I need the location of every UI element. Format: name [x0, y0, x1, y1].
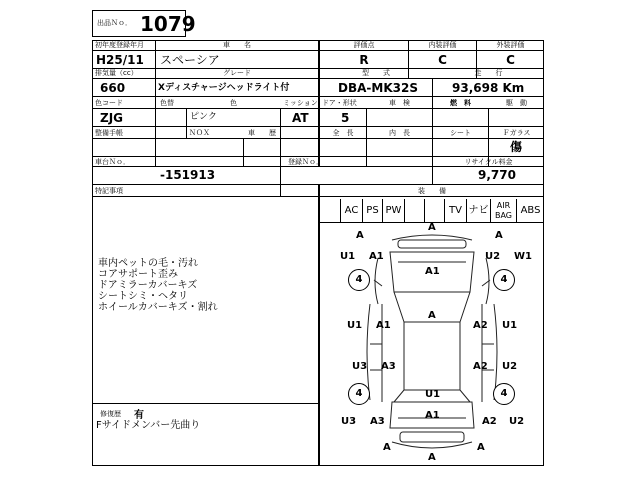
year-value: H25/11: [96, 53, 144, 67]
score-value: R: [359, 53, 369, 67]
chassis-label: 車台Ｎｏ．: [95, 158, 130, 166]
exterior-value: C: [506, 53, 515, 67]
damage-rear-u2: U2: [509, 416, 525, 427]
mileage-value: 93,698 Km: [452, 81, 525, 95]
displacement-value: 660: [100, 81, 126, 95]
lot-number: 1079: [140, 12, 196, 36]
damage-right-fender-u: U2: [485, 251, 501, 262]
equipment-item: AC: [340, 199, 362, 222]
mission-value: AT: [292, 111, 309, 125]
damage-roof: A: [428, 310, 436, 321]
recycle-label: リサイクル料金: [464, 158, 513, 166]
damage-front-right: A: [495, 230, 503, 241]
damage-left-fender-a: A1: [369, 251, 384, 262]
remark-line: ホイールカバーキズ・割れ: [98, 302, 218, 313]
interior-value: C: [438, 53, 447, 67]
damage-left-rear-a: A3: [381, 361, 396, 372]
damage-rear-a1: A1: [425, 410, 440, 421]
inner-length-label: 内 長: [389, 129, 410, 137]
remarks-label: 特記事項: [95, 187, 123, 195]
glass-value: 傷: [510, 140, 523, 154]
recycle-value: 9,770: [478, 168, 516, 182]
mileage-label: 走 行: [474, 69, 503, 77]
length-label: 全 長: [332, 129, 354, 137]
drive-label: 駆 動: [506, 99, 527, 107]
lot-label: 出品Ｎｏ．: [97, 19, 132, 27]
repair-value: 有: [134, 410, 144, 421]
equipment-item: TV: [444, 199, 466, 222]
nox-label: ＮＯＸ: [189, 129, 210, 137]
grade-value: Xディスチャージヘッドライト付: [158, 83, 290, 93]
damage-left-fender-u: U1: [340, 251, 356, 262]
damage-rear-left: A: [383, 442, 391, 453]
wheel-front-left: 4: [348, 269, 370, 291]
remark-line: コアサポート歪み: [98, 269, 178, 280]
damage-right-door-u: U1: [502, 320, 518, 331]
wheel-rear-left: 4: [348, 383, 370, 405]
damage-right-rear-a: A2: [473, 361, 488, 372]
seat-label: シート: [450, 129, 471, 137]
mission-label: ミッション: [283, 99, 318, 107]
grade-label: グレード: [223, 69, 251, 77]
exterior-label: 外装評価: [496, 41, 525, 49]
remark-line: ドアミラーカバーキズ: [98, 280, 198, 291]
damage-left-door-u: U1: [347, 320, 363, 331]
damage-left-door-a: A1: [376, 320, 391, 331]
repair-note: Fサイドメンバー先曲り: [96, 420, 201, 431]
damage-rear-a2: A2: [482, 416, 497, 427]
equipment-item: [404, 199, 424, 222]
damage-rear-u3: U3: [341, 416, 357, 427]
remark-line: シートシミ・ヘタリ: [98, 291, 188, 302]
year-label: 初年度登録年月: [95, 41, 144, 49]
damage-rear-bumper: A: [428, 452, 436, 463]
damage-rear-a3: A3: [370, 416, 385, 427]
equipment-item: PW: [382, 199, 404, 222]
color-label: 色: [230, 99, 237, 107]
damage-right-fender-w: W1: [514, 251, 532, 262]
registration-label: 登録Ｎｏ．: [288, 158, 323, 166]
equipment-item: AIR BAG: [490, 199, 516, 222]
equipment-item: ナビ: [466, 199, 490, 222]
damage-right-rear-u: U2: [502, 361, 518, 372]
color-value: ピンク: [190, 112, 217, 122]
chassis-value: -151913: [160, 168, 216, 182]
model-value: DBA-MK32S: [338, 81, 418, 95]
wheel-rear-right: 4: [493, 383, 515, 405]
fuel-label: 燃 料: [450, 99, 471, 107]
model-label: 型 式: [362, 69, 390, 77]
color-change-label: 色替: [160, 99, 174, 107]
displacement-label: 排気量（cc）: [95, 69, 138, 77]
wheel-front-right: 4: [493, 269, 515, 291]
car-name-value: スペーシア: [160, 53, 220, 67]
equipment-item: PS: [362, 199, 382, 222]
repair-label: 修復歴: [100, 410, 121, 418]
history-label: 車 歴: [248, 129, 276, 137]
remark-line: 車内ペットの毛・汚れ: [98, 258, 198, 269]
damage-rear-right: A: [477, 442, 485, 453]
equipment-label: 装 備: [418, 187, 446, 195]
equipment-item: ABS: [516, 199, 544, 222]
damage-right-door-a: A2: [473, 320, 488, 331]
equipment-item: [424, 199, 444, 222]
damage-left-rear-u: U3: [352, 361, 368, 372]
manual-label: 整備手帳: [95, 129, 123, 137]
color-code-label: 色コード: [95, 99, 123, 107]
glass-label: Ｆガラス: [502, 129, 531, 137]
door-value: 5: [341, 111, 350, 125]
equipment-item: [320, 199, 340, 222]
door-label: ドア・形状: [322, 99, 357, 107]
damage-front-left: A: [356, 230, 364, 241]
remarks-list: [98, 258, 218, 313]
damage-hood: A1: [425, 266, 440, 277]
car-name-label: 車 名: [223, 41, 251, 49]
damage-front-bumper: A: [428, 222, 436, 233]
color-code-value: ZJG: [100, 111, 124, 125]
interior-label: 内装評価: [428, 41, 457, 49]
score-label: 評価点: [353, 41, 375, 49]
inspection-label: 車 検: [389, 99, 410, 107]
damage-tailgate: U1: [425, 389, 441, 400]
